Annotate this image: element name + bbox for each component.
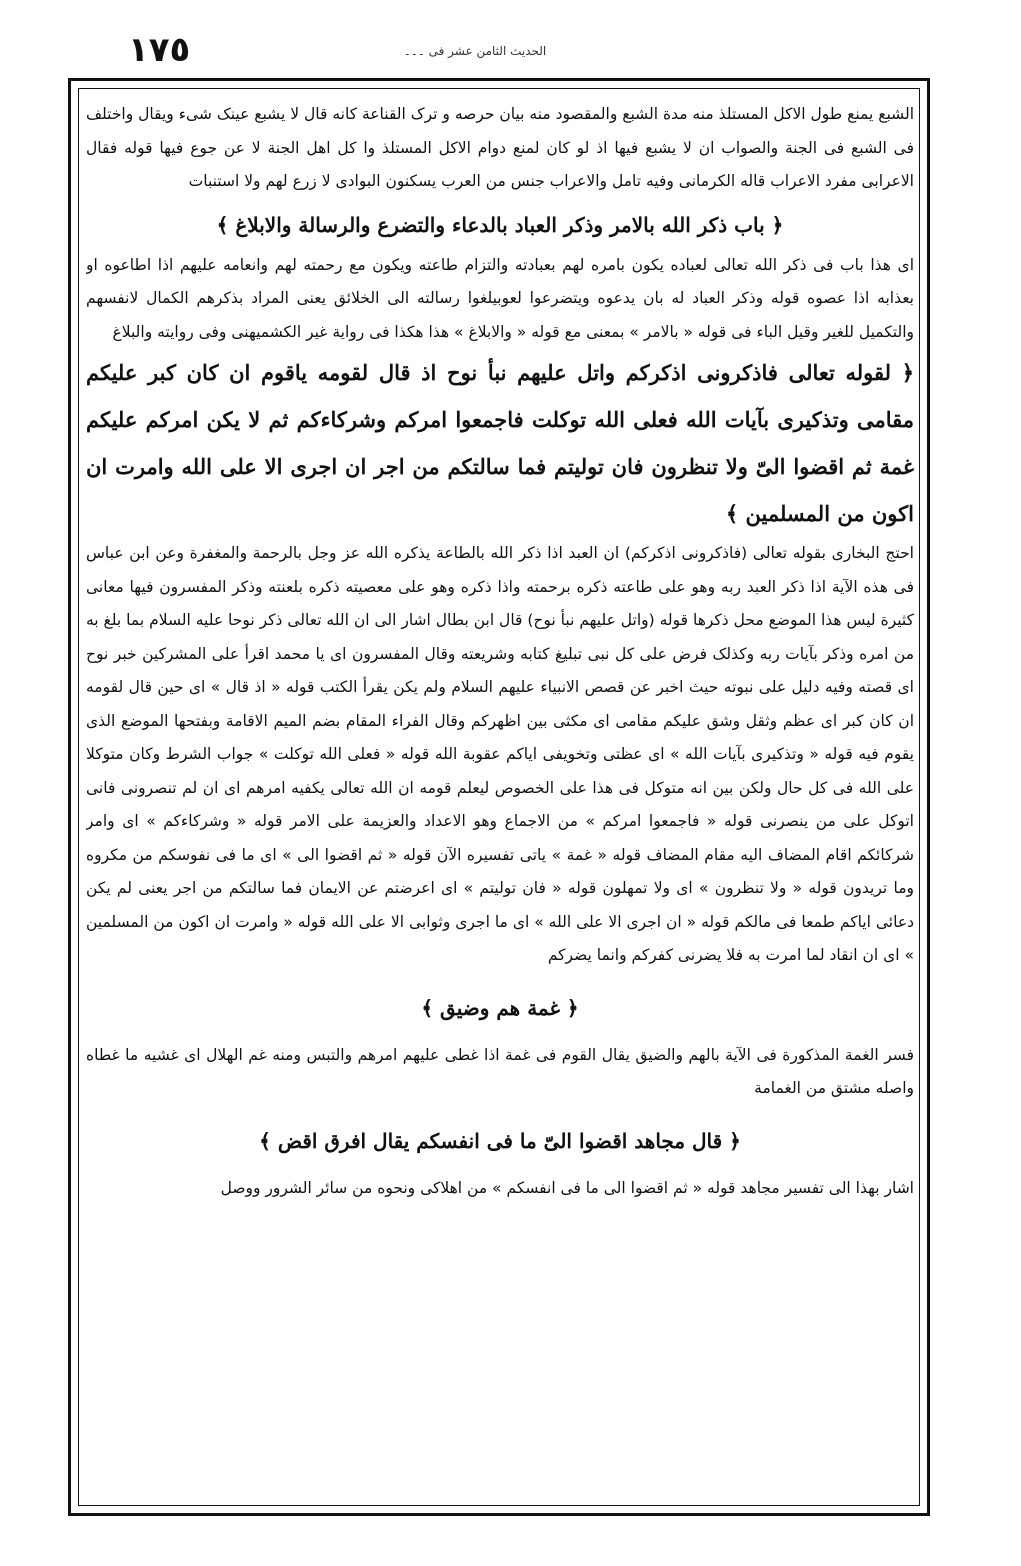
chapter-heading-1: ﴿ باب ذکر الله بالامر وذکر العباد بالدعاء والتضرع والرسالة والابلاغ ﴾	[216, 212, 784, 237]
chapter-heading-3: ﴿ قال مجاهد اقضوا الیّ ما فی انفسکم یقال افرق اقض ﴾	[259, 1128, 741, 1153]
page-number: ١٧٥	[128, 30, 191, 70]
commentary-paragraph-4: فسر الغمة المذکورة فی الآیة بالهم والضیق یقال القوم فی غمة اذا غطی علیهم امرهم والتبس ومنه غم الهلال ای غشیه ما غطاه واصله مشتق من الغمامة	[86, 1045, 914, 1097]
running-head: الحدیث الثامن عشر فی ۔۔۔	[403, 44, 547, 58]
chapter-heading-2: ﴿ غمة هم وضیق ﴾	[421, 995, 579, 1020]
page-content	[86, 98, 914, 1502]
quran-verse-block: ﴿ لقوله تعالی فاذکرونی اذکرکم واتل علیهم نبأ نوح اذ قال لقومه یاقوم ان کان کبر علیکم مقامی وتذکیری بآیات الله فعلی الله توکلت فاجمعوا امرکم وشرکاءکم ثم لا یکن امرکم علیکم غمة ثم اقضوا الیّ ولا تنظرون فان تولیتم فما سالتکم من اجر ان اجری الا علی الله وامرت ان اکون من المسلمین ﴾	[86, 360, 914, 526]
commentary-paragraph-3: احتج البخاری بقوله تعالی (فاذکرونی اذکرکم) ان العبد اذا ذکر الله بالطاعة یذکره الله عز وجل بالرحمة والمغفرة وعن ابن عباس فی هذه الآیة اذا ذکر العبد ربه وهو علی طاعته ذکره برحمته واذا ذکره وهو علی معصیته ذکره بلعنته وذکر المفسرون فیها معانی کثیرة لیس هذا الموضع محل ذکرها قوله (واتل علیهم نبأ نوح) قال ابن بطال اشار الی ان الله تعالی ذکر نوحا علیه السلام بما بلغ به من امره وذکر بآیات ربه وکذلک فرض علی کل نبی تبلیغ کتابه وشریعته وقال المفسرون ای یا محمد اقرأ علی المشرکین خبر نوح ای قصته وفیه دلیل علی نبوته حیث اخبر عن قصص الانبیاء علیهم السلام ولم یکن یقرأ الکتب قوله « اذ قال » ای حین قال لقومه ان کان کبر ای عظم وثقل وشق علیکم مقامی ای مکثی بین اظهرکم وقال الفراء المقام بضم المیم الاقامة وبفتحها الموضع الذی یقوم فیه قوله « وتذکیری بآیات الله » ای عظتی وتخویفی ایاکم عقوبة الله قوله « فعلی الله توکلت » جواب الشرط وکان متوکلا علی الله فی کل حال ولکن بین انه متوکل فی هذا علی الخصوص لیعلم قومه ان الله تعالی یکفیه امرهم ای ان لم تنصرونی فانی اتوکل علی من ینصرنی قوله « فاجمعوا امرکم » من الاجماع وهو الاعداد والعزیمة علی الامر قوله « وشرکاءکم » ای وامر شرکائکم اقام المضاف الیه مقام المضاف قوله « غمة » یاتی تفسیره الآن قوله « ثم اقضوا الی » ای ما فی نفوسکم من مکروه وما تریدون قوله « ولا تنظرون » ای ولا تمهلون قوله « فان تولیتم » ای اعرضتم عن الایمان فما سالتکم من اجر یعنی لم یکن دعائی ایاکم طمعا فی مالکم قوله « ان اجری الا علی الله » ای ما اجری وثوابی الا علی الله قوله « وامرت ان اکون من المسلمین » ای ان انقاد لما امرت به فلا یضرنی کفرکم وانما یضرکم	[86, 544, 914, 964]
commentary-paragraph-5: اشار بهذا الی تفسیر مجاهد قوله « ثم اقضوا الی ما فی انفسکم » من اهلاکی ونحوه من سائر الشرور ووصل	[220, 1178, 914, 1197]
commentary-paragraph-2: ای هذا باب فی ذکر الله تعالی لعباده یکون بامره لهم بعبادته والتزام طاعته ویکون مع رحمته لهم وانعامه علیهم اذا اطاعوه او بعذابه اذا عصوه قوله وذکر العباد له بان یدعوه ویتضرعوا لعوبیلغوا رسالته الی الخلائق یعنی المراد بذکرهم الکمال لانفسهم والتکمیل للغیر وقیل الباء فی قوله « بالامر » بمعنی مع قوله « والابلاغ » هذا هکذا فی روایة غیر الکشمیهنی وفی روایته والبلاغ	[86, 255, 914, 341]
commentary-paragraph-1: الشبع یمنع طول الاکل المستلذ منه مدة الشبع والمقصود منه بیان حرصه و ترک القناعة کانه قال لا یشبع عینک شیء ویقال واختلف فی الشبع فی الجنة والصواب ان لا یشبع فیها اذ لو کان لمنع دوام الاکل المستلذ وا کل اهل الجنة لا عن جوع فیها قوله فقال الاعرابی مفرد الاعراب قاله الکرمانی وفیه تامل والاعراب جنس من العرب یسکنون البوادی لا زرع لهم ولا استنبات	[86, 105, 914, 190]
